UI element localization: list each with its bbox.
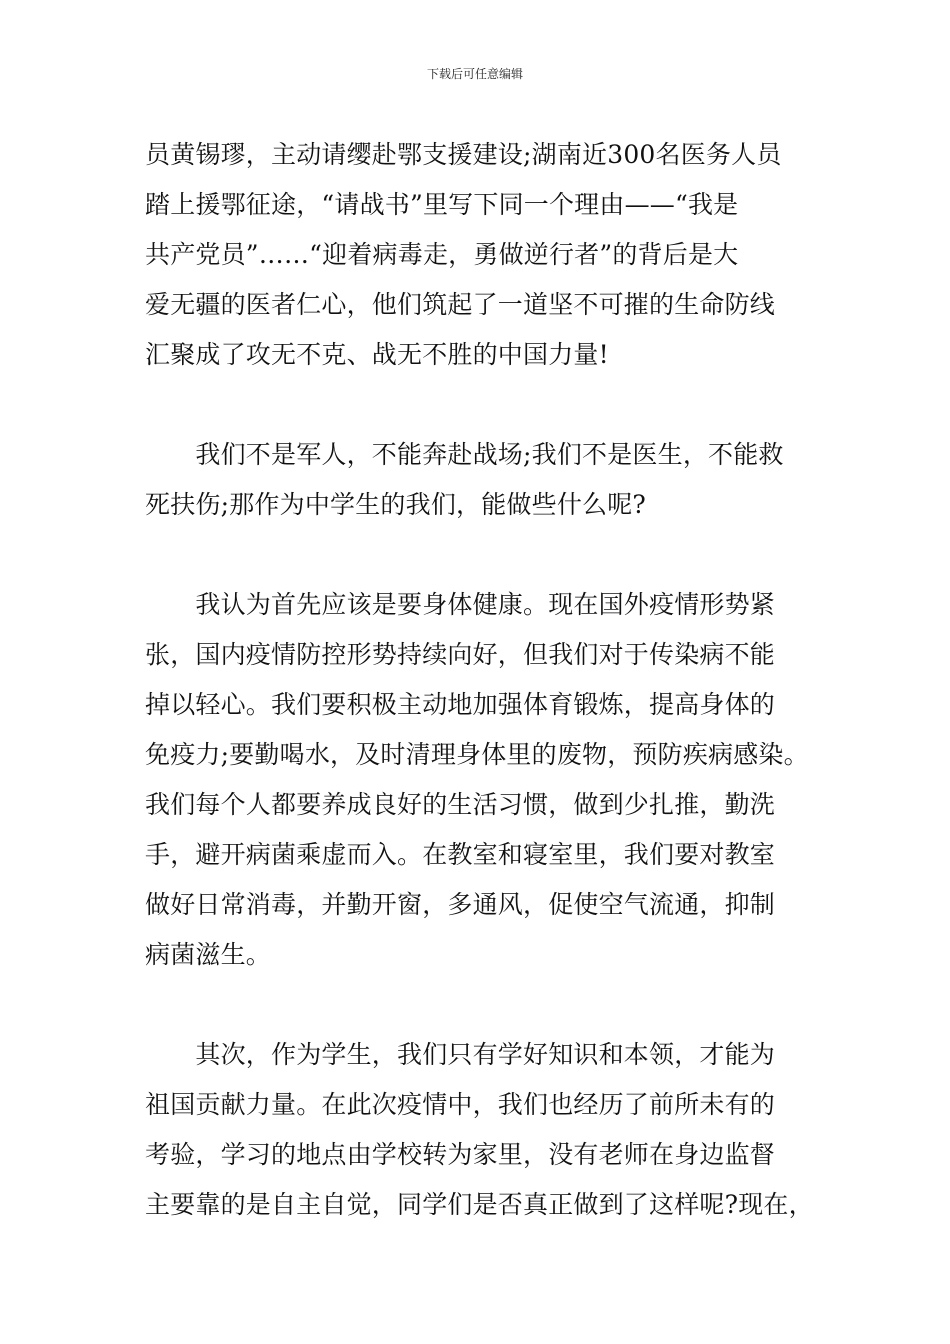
- text-line: 我们不是军人，不能奔赴战场;我们不是医生，不能救: [145, 440, 784, 469]
- text-line: 做好日常消毒，并勤开窗，多通风，促使空气流通，抑制: [145, 890, 776, 919]
- text-line: 张，国内疫情防控形势持续向好，但我们对于传染病不能: [145, 640, 776, 669]
- text-line: 祖国贡献力量。在此次疫情中，我们也经历了前所未有的: [145, 1090, 776, 1119]
- text-line: 死扶伤;那作为中学生的我们，能做些什么呢?: [145, 490, 647, 519]
- paragraph-gap: [145, 980, 815, 1030]
- text-line: 我们每个人都要养成良好的生活习惯，做到少扎推，勤洗: [145, 790, 776, 819]
- text-line: 免疫力;要勤喝水，及时清理身体里的废物，预防疾病感染。: [145, 740, 809, 769]
- text-line: 我认为首先应该是要身体健康。现在国外疫情形势紧: [145, 590, 776, 619]
- text-line: 考验，学习的地点由学校转为家里，没有老师在身边监督: [145, 1140, 776, 1169]
- paragraph-gap: [145, 380, 815, 430]
- text-line: 共产党员”……“迎着病毒走，勇做逆行者”的背后是大: [145, 240, 739, 269]
- text-line: 爱无疆的医者仁心，他们筑起了一道坚不可摧的生命防线: [145, 290, 776, 319]
- text-line: 踏上援鄂征途，“请战书”里写下同一个理由——“我是: [145, 190, 739, 219]
- text-line: 其次，作为学生，我们只有学好知识和本领，才能为: [145, 1040, 776, 1069]
- text-line: 掉以轻心。我们要积极主动地加强体育锻炼，提高身体的: [145, 690, 776, 719]
- text-line: 手，避开病菌乘虚而入。在教室和寝室里，我们要对教室: [145, 840, 776, 869]
- page-header: 下载后可任意编辑: [426, 67, 523, 81]
- paragraph-gap: [145, 530, 815, 580]
- text-line: 汇聚成了攻无不克、战无不胜的中国力量!: [145, 340, 609, 369]
- text-line: 主要靠的是自主自觉，同学们是否真正做到了这样呢?现在，: [145, 1190, 814, 1219]
- text-line: 员黄锡璆，主动请缨赴鄂支援建设;湖南近300名医务人员: [145, 140, 782, 169]
- document-body: [145, 130, 815, 1230]
- text-line: 病菌滋生。: [145, 940, 272, 969]
